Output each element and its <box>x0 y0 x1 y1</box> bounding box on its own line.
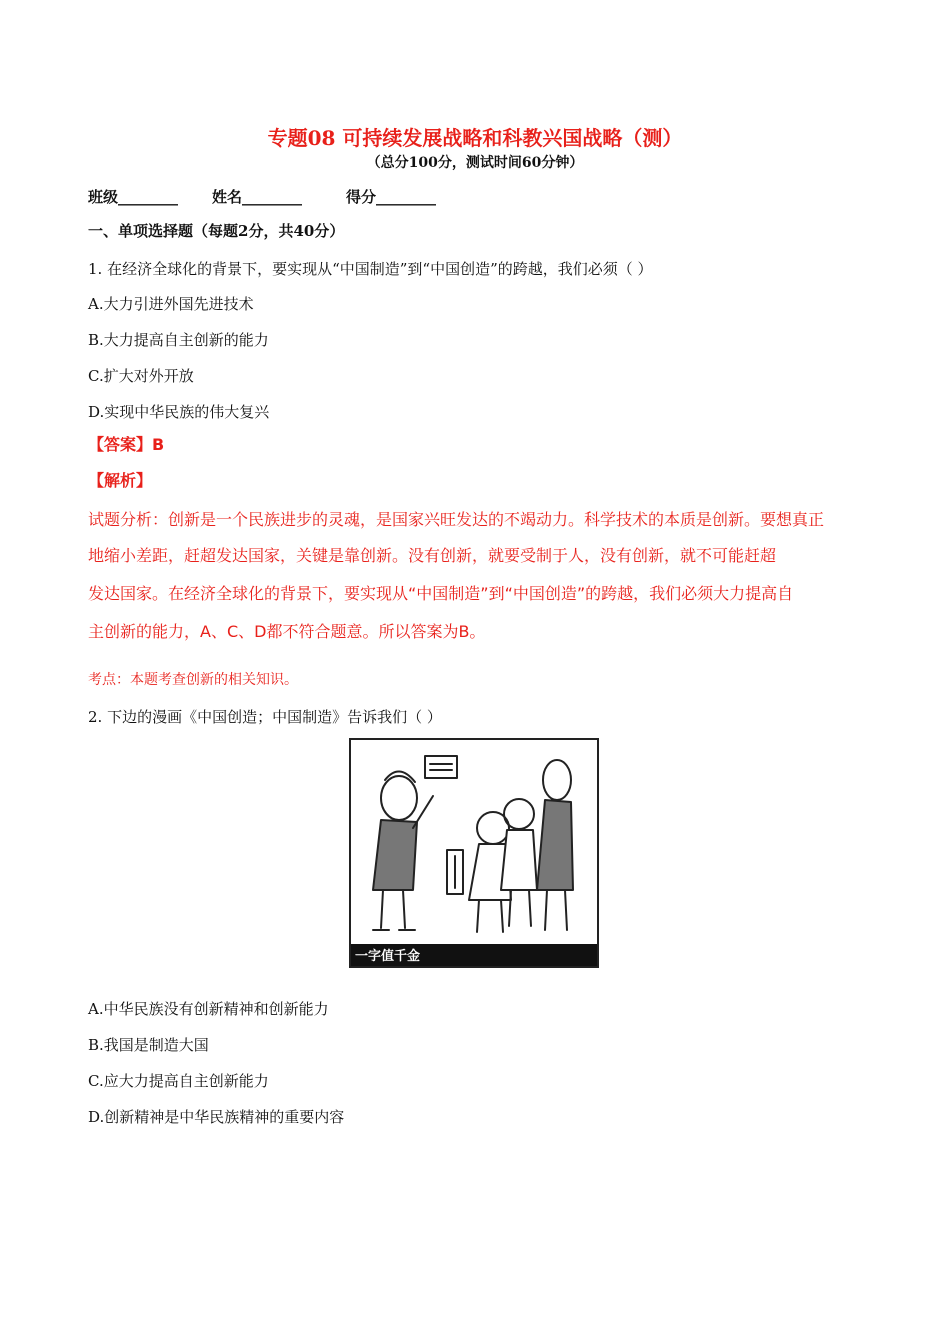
q2-option-b: B.我国是制造大国 <box>88 1036 209 1054</box>
score-field: 得分________ <box>346 188 437 206</box>
cartoon-drawing <box>351 740 597 944</box>
cartoon-image <box>349 738 599 968</box>
page-title: 专题08 可持续发展战略和科教兴国战略（测） <box>267 126 683 150</box>
q2-option-d: D.创新精神是中华民族精神的重要内容 <box>88 1108 345 1126</box>
q1-answer: 【答案】B <box>88 435 165 454</box>
name-field: 姓名________ <box>212 188 303 206</box>
q1-option-c: C.扩大对外开放 <box>88 367 194 385</box>
q1-analysis-line: 主创新的能力，A、C、D都不符合题意。所以答案为B。 <box>88 622 486 641</box>
q1-analysis-line: 地缩小差距，赶超发达国家，关键是靠创新。没有创新，就要受制于人，没有创新，就不可能赶超 <box>88 546 777 565</box>
q2-option-a: A.中华民族没有创新精神和创新能力 <box>88 1000 329 1018</box>
q1-stem: 1. 在经济全球化的背景下，要实现从“中国制造”到“中国创造”的跨越，我们必须（ ） <box>88 260 653 278</box>
q1-analysis-line: 试题分析：创新是一个民族进步的灵魂，是国家兴旺发达的不竭动力。科学技术的本质是创新。要想真正 <box>88 510 825 529</box>
q1-analysis-line: 发达国家。在经济全球化的背景下，要实现从“中国制造”到“中国创造”的跨越，我们必须大力提高自 <box>88 584 794 603</box>
page-subtitle: （总分100分，测试时间60分钟） <box>366 155 584 171</box>
q1-option-d: D.实现中华民族的伟大复兴 <box>88 403 270 421</box>
cartoon-caption: 一字值千金 <box>355 949 421 964</box>
q1-analysis-label: 【解析】 <box>88 471 153 490</box>
q1-option-b: B.大力提高自主创新的能力 <box>88 331 269 349</box>
q1-option-a: A.大力引进外国先进技术 <box>88 295 254 313</box>
q2-option-c: C.应大力提高自主创新能力 <box>88 1072 269 1090</box>
q2-stem: 2. 下边的漫画《中国创造；中国制造》告诉我们（ ） <box>88 708 442 726</box>
q1-kaodian: 考点：本题考查创新的相关知识。 <box>88 672 298 688</box>
section-title: 一、单项选择题（每题2分，共40分） <box>88 222 345 240</box>
class-field: 班级________ <box>88 188 179 206</box>
